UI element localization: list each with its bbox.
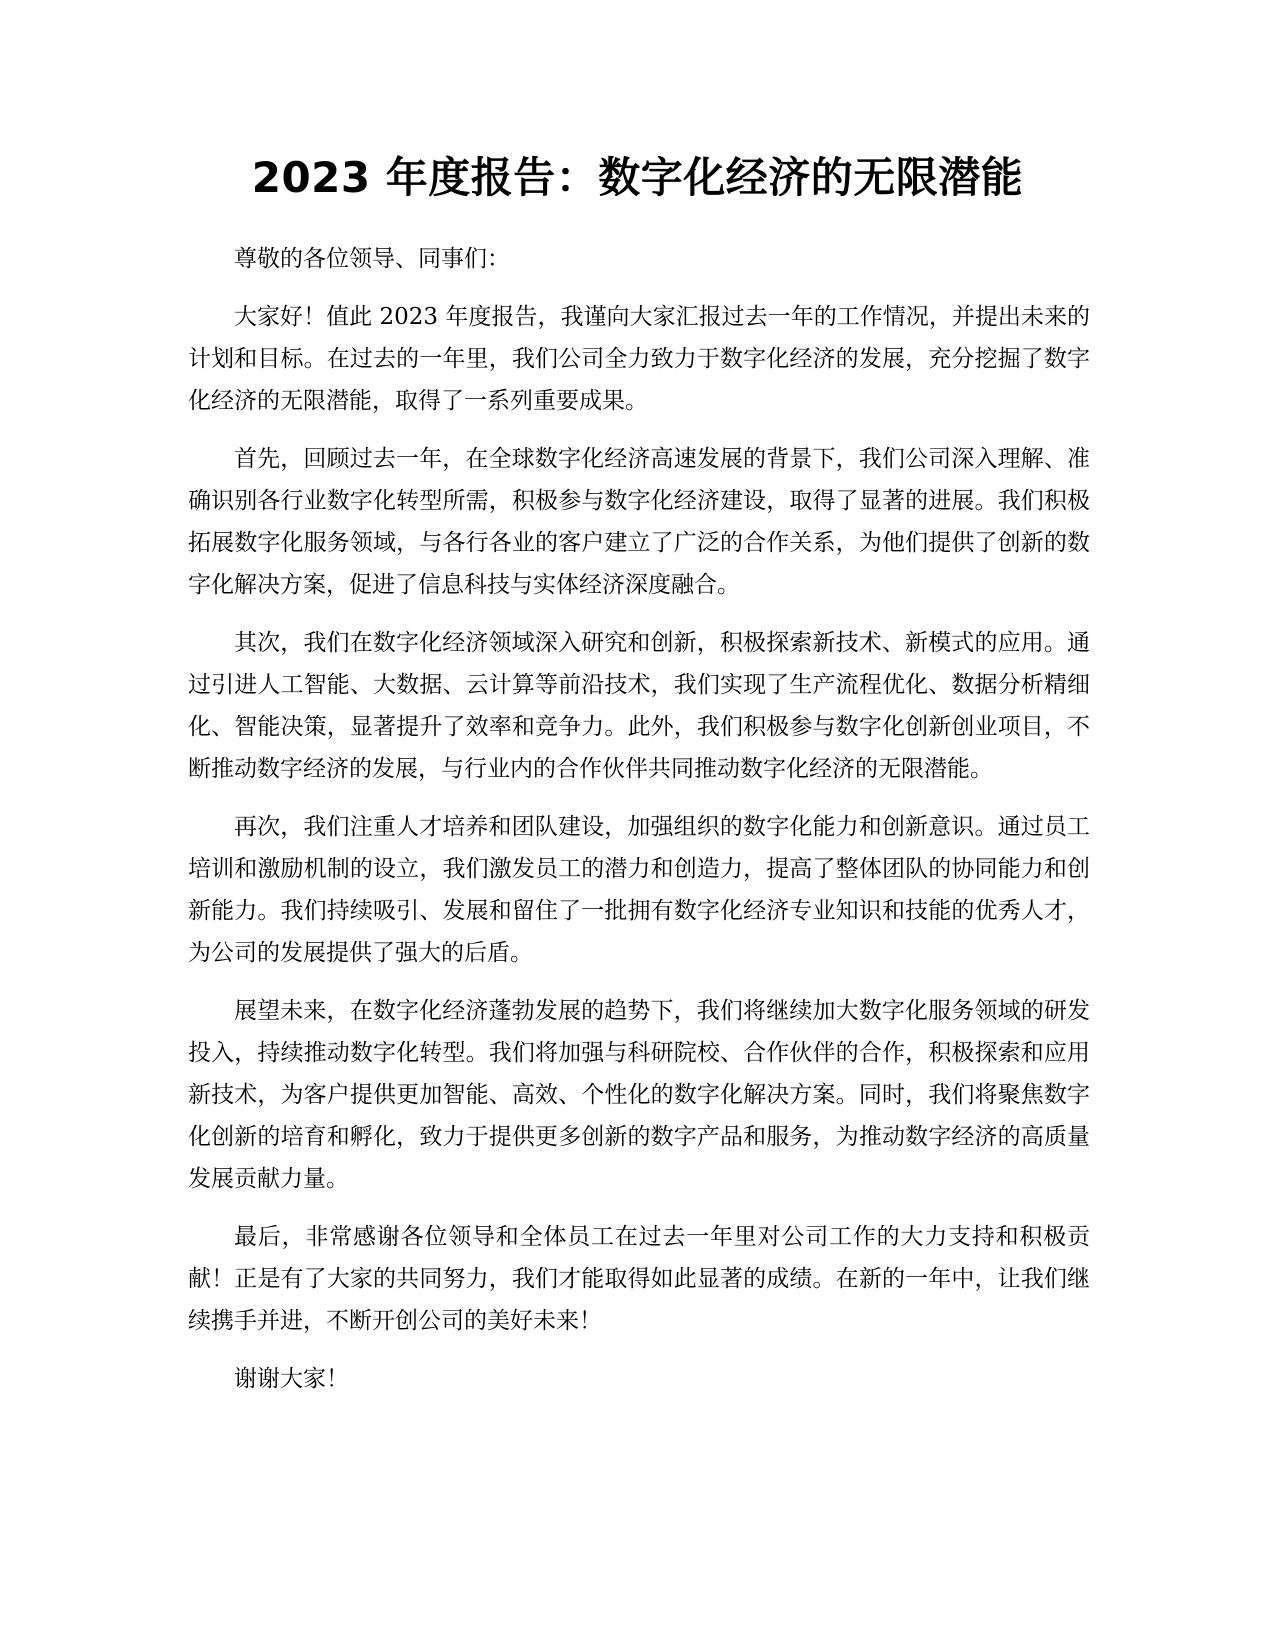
paragraph-first: 首先，回顾过去一年，在全球数字化经济高速发展的背景下，我们公司深入理解、准确识别各行业数字化转型所需，积极参与数字化经济建设，取得了显著的进展。我们积极拓展数字化服务领域，与各行各业的客户建立了广泛的合作关系，为他们提供了创新的数字化解决方案，促进了信息科技与实体经济深度融合。 xyxy=(188,446,1090,598)
paragraph-second: 其次，我们在数字化经济领域深入研究和创新，积极探索新技术、新模式的应用。通过引进人工智能、大数据、云计算等前沿技术，我们实现了生产流程优化、数据分析精细化、智能决策，显著提升了效率和竞争力。此外，我们积极参与数字化创新创业项目，不断推动数字经济的发展，与行业内的合作伙伴共同推动数字化经济的无限潜能。 xyxy=(188,630,1090,782)
document-body xyxy=(188,238,1090,1416)
paragraph-greeting: 大家好！值此 2023 年度报告，我谨向大家汇报过去一年的工作情况，并提出未来的计划和目标。在过去的一年里，我们公司全力致力于数字化经济的发展，充分挖掘了数字化经济的无限潜能，取得了一系列重要成果。 xyxy=(188,304,1090,414)
paragraph-salutation: 尊敬的各位领导、同事们： xyxy=(234,246,510,272)
document-title: 2023 年度报告：数字化经济的无限潜能 xyxy=(251,153,1024,202)
paragraph-third: 再次，我们注重人才培养和团队建设，加强组织的数字化能力和创新意识。通过员工培训和激励机制的设立，我们激发员工的潜力和创造力，提高了整体团队的协同能力和创新能力。我们持续吸引、发展和留住了一批拥有数字化经济专业知识和技能的优秀人才，为公司的发展提供了强大的后盾。 xyxy=(188,814,1090,966)
paragraph-outlook: 展望未来，在数字化经济蓬勃发展的趋势下，我们将继续加大数字化服务领域的研发投入，持续推动数字化转型。我们将加强与科研院校、合作伙伴的合作，积极探索和应用新技术，为客户提供更加智能、高效、个性化的数字化解决方案。同时，我们将聚焦数字化创新的培育和孵化，致力于提供更多创新的数字产品和服务，为推动数字经济的高质量发展贡献力量。 xyxy=(188,998,1090,1192)
paragraph-closing: 最后，非常感谢各位领导和全体员工在过去一年里对公司工作的大力支持和积极贡献！正是有了大家的共同努力，我们才能取得如此显著的成绩。在新的一年中，让我们继续携手并进，不断开创公司的美好未来！ xyxy=(188,1224,1090,1334)
paragraph-thanks: 谢谢大家！ xyxy=(234,1366,349,1392)
